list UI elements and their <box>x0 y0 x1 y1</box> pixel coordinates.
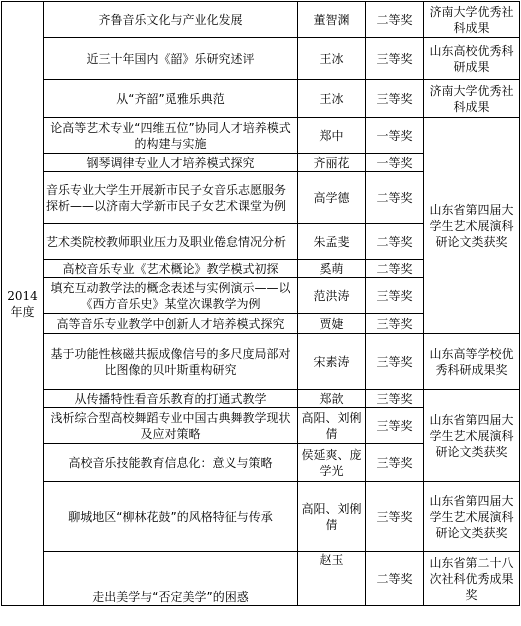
title-cell: 钢琴调律专业人才培养模式探究 <box>44 154 298 172</box>
title-cell: 填充互动教学法的概念表述与实例演示——以《西方音乐史》某堂次课教学为例 <box>44 278 298 314</box>
author-cell: 范洪涛 <box>298 278 366 314</box>
table-row <box>2 552 520 606</box>
grade-cell: 一等奖 <box>366 118 424 154</box>
award-cell: 济南大学优秀社科成果 <box>424 2 520 38</box>
title-cell: 艺术类院校教师职业压力及职业倦怠情况分析 <box>44 224 298 260</box>
author-cell: 赵玉 <box>298 552 366 606</box>
grade-cell: 三等奖 <box>366 38 424 80</box>
author-cell: 侯延爽、庞学光 <box>298 444 366 482</box>
author-cell: 董智渊 <box>298 2 366 38</box>
award-cell: 济南大学优秀社科成果 <box>424 80 520 118</box>
title-cell: 从“齐韶”觅雅乐典范 <box>44 80 298 118</box>
title-cell: 高校音乐专业《艺术概论》教学模式初探 <box>44 260 298 278</box>
table-row <box>2 334 520 390</box>
grade-cell: 二等奖 <box>366 224 424 260</box>
grade-cell: 三等奖 <box>366 390 424 408</box>
title-cell: 高校音乐技能教育信息化：意义与策略 <box>44 444 298 482</box>
table-row <box>2 482 520 552</box>
grade-cell: 三等奖 <box>366 278 424 314</box>
award-cell: 山东高校优秀科研成果 <box>424 38 520 80</box>
award-cell: 山东省第四届大学生艺术展演科研论文类获奖 <box>424 482 520 552</box>
grade-cell: 三等奖 <box>366 482 424 552</box>
title-cell: 音乐专业大学生开展新市民子女音乐志愿服务探析——以济南大学新市民子女艺术课堂为例 <box>44 172 298 224</box>
award-cell: 山东省第四届大学生艺术展演科研论文类获奖 <box>424 118 520 334</box>
author-cell: 王冰 <box>298 80 366 118</box>
author-cell: 朱孟斐 <box>298 224 366 260</box>
grade-cell: 三等奖 <box>366 408 424 444</box>
author-cell: 贾婕 <box>298 314 366 334</box>
title-cell: 高等音乐专业教学中创新人才培养模式探究 <box>44 314 298 334</box>
author-cell: 郑中 <box>298 118 366 154</box>
title-cell: 齐鲁音乐文化与产业化发展 <box>44 2 298 38</box>
title-cell: 从传播特性看音乐教育的打通式教学 <box>44 390 298 408</box>
award-cell: 山东省第四届大学生艺术展演科研论文类获奖 <box>424 390 520 482</box>
table-row <box>2 38 520 80</box>
author-cell: 高阳、刘俐倩 <box>298 408 366 444</box>
author-cell: 齐丽花 <box>298 154 366 172</box>
grade-cell: 三等奖 <box>366 444 424 482</box>
grade-cell: 三等奖 <box>366 334 424 390</box>
grade-cell: 一等奖 <box>366 154 424 172</box>
year-cell: 2014年度 <box>2 2 44 606</box>
title-cell: 浅析综合型高校舞蹈专业中国古典舞教学现状及应对策略 <box>44 408 298 444</box>
author-cell: 高阳、刘俐倩 <box>298 482 366 552</box>
author-cell: 奚萌 <box>298 260 366 278</box>
award-cell: 山东高等学校优秀科研成果奖 <box>424 334 520 390</box>
grade-cell: 三等奖 <box>366 80 424 118</box>
grade-cell: 二等奖 <box>366 260 424 278</box>
author-cell: 高学德 <box>298 172 366 224</box>
author-cell: 宋素涛 <box>298 334 366 390</box>
award-cell: 山东省第二十八次社科优秀成果奖 <box>424 552 520 606</box>
title-cell: 基于功能性核磁共振成像信号的多尺度局部对比图像的贝叶斯重构研究 <box>44 334 298 390</box>
grade-cell: 二等奖 <box>366 552 424 606</box>
title-cell: 聊城地区“柳林花鼓”的风格特征与传承 <box>44 482 298 552</box>
table-row <box>2 80 520 118</box>
title-cell: 论高等艺术专业“四维五位”协同人才培养模式的构建与实施 <box>44 118 298 154</box>
awards-table <box>1 1 520 606</box>
author-cell: 王冰 <box>298 38 366 80</box>
author-cell: 郑歆 <box>298 390 366 408</box>
grade-cell: 二等奖 <box>366 172 424 224</box>
title-cell: 走出美学与“否定美学”的困惑 <box>44 552 298 606</box>
table-row <box>2 390 520 408</box>
title-cell: 近三十年国内《韶》乐研究述评 <box>44 38 298 80</box>
grade-cell: 二等奖 <box>366 2 424 38</box>
grade-cell: 三等奖 <box>366 314 424 334</box>
table-row <box>2 118 520 154</box>
table-row <box>2 2 520 38</box>
